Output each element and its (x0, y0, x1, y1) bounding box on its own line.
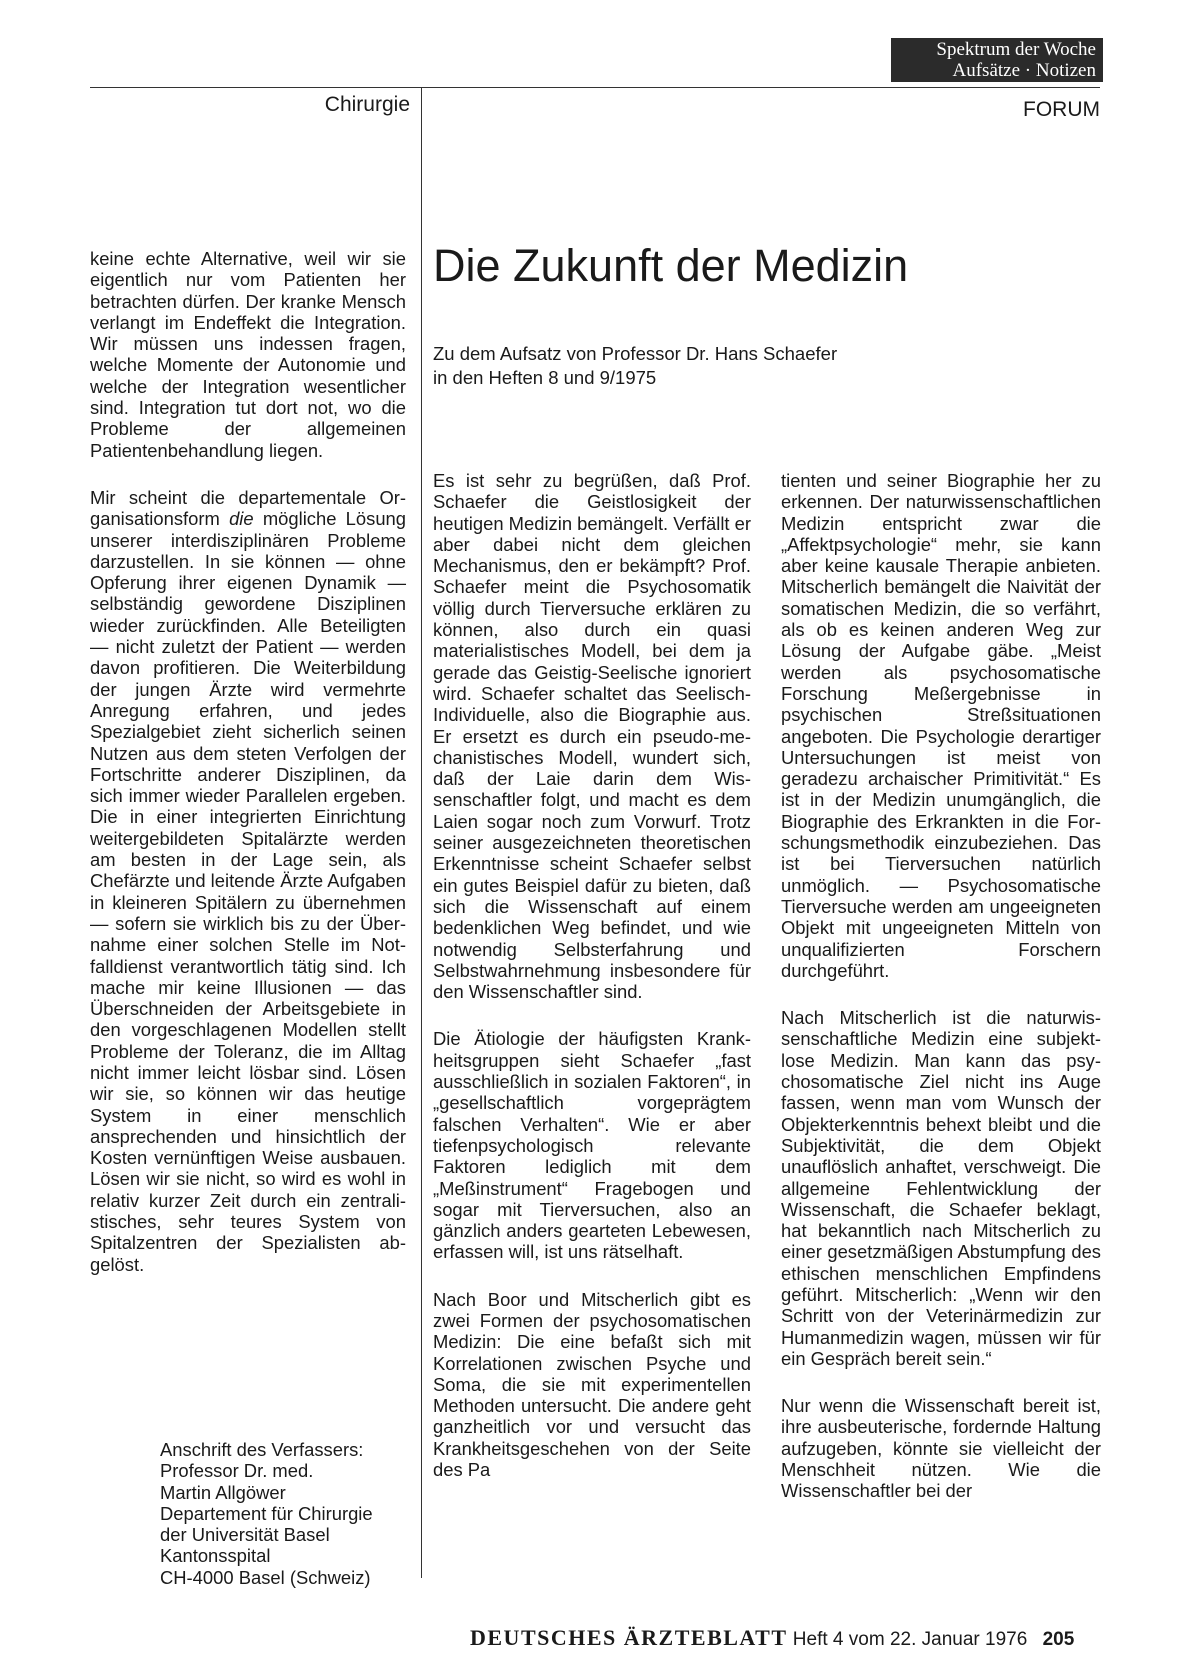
header-rule (90, 87, 1100, 88)
issue-info: Heft 4 vom 22. Januar 1976 (792, 1629, 1028, 1650)
article-subtitle (433, 342, 933, 390)
paragraph: Nur wenn die Wissenschaft bereit ist, ihre ausbeuterische, fordernde Haltung aufzugeben, könnte sie vielleicht der Menschheit nützen. Wie die Wissenschaftler bei der (781, 1395, 1101, 1502)
page-footer (470, 1625, 1074, 1651)
paragraph: tienten und seiner Biographie her zu erkennen. Der naturwissenschaftlichen Medizin entspricht zwar die „Affektpsychologie“ mehr, sie kann aber keine kausale Therapie anbieten. Mitscherlich bemängelt die Naivität der somatischen Medizin, die so verfährt, als ob es keinen anderen Weg zur Lösung der Aufgabe gäbe. „Meist werden als psychosomatische Forschung Meßergebnisse in psychischen Streßsituationen angeboten. Die Psychologie derartiger Untersuchungen ist meist von geradezu archaischer Primitivität.“ Es ist in der Medizin unumgänglich, die Biographie des Erkrankten in die Forschungsmethodik einzubeziehen. Das ist bei Tierversuchen natürlich unmöglich. — Psychosomatische Tierversuche werden am ungeeigneten Objekt mit ungeeigneten Mitteln von unqualifizierten Forschern durchgeführt. (781, 470, 1101, 981)
article-title: Die Zukunft der Medizin (433, 240, 909, 291)
emphasis: die (229, 508, 254, 530)
address-line: Departement für Chirurgie (160, 1502, 373, 1524)
paragraph (90, 487, 406, 1275)
address-line: Martin Allgöwer (160, 1481, 286, 1503)
paragraph: Nach Mitscherlich ist die naturwissenschaftliche Medizin eine subjektlose Medizin. Man kann das psychosomatische Ziel nicht ins Auge fassen, wenn man vom Wunsch der Objekterkenntnis behext bleibt und die Subjektivität, die dem Objekt unauflöslich anhaftet, verschweigt. Die allgemeine Fehlentwicklung der Wissenschaft, die Schaefer beklagt, hat bekanntlich nach Mitscherlich zu einer gesetzmäßigen Abstumpfung des ethischen menschlichen Empfindens geführt. Mitscherlich: „Wenn wir den Schritt von der Veterinärmedizin zur Humanmedizin wagen, müssen wir für ein Gespräch bereit sein.“ (781, 1007, 1101, 1369)
address-line: Professor Dr. med. (160, 1460, 314, 1482)
right-column (781, 470, 1101, 1528)
text-run: Mir scheint die departementale Organisationsform (90, 486, 406, 530)
left-column (90, 248, 406, 1301)
middle-column (433, 470, 751, 1506)
paragraph: Die Ätiologie der häufigsten Krankheitsgruppen sieht Schaefer „fast ausschließlich in sozialen Faktoren“, in „gesellschaftlich vorgeprägtem falschen Verhalten“. Wie er aber tiefenpsychologisch relevante Faktoren lediglich mit dem „Meßinstrument“ Fragebogen und sogar mit Tierversuchen, also an gänzlich anders gearteten Lebewesen, erfassen will, ist uns rätselhaft. (433, 1028, 751, 1263)
address-line: CH-4000 Basel (Schweiz) (160, 1566, 371, 1588)
section-label-right: FORUM (1023, 98, 1100, 121)
address-line: Anschrift des Verfassers: (160, 1439, 364, 1460)
paragraph: keine echte Alternative, weil wir sie eigentlich nur vom Patienten her betrachten dürfen. Der kranke Mensch verlangt im Endeffekt die Integration. Wir müssen uns indessen fragen, welche Momente der Autonomie und welche der Integration wesentlicher sind. Integration tut dort not, wo die Probleme der allgemeinen Patientenbehandlung liegen. (90, 248, 406, 461)
column-divider (421, 88, 422, 1578)
journal-name: DEUTSCHES ÄRZTEBLATT (470, 1625, 788, 1650)
badge-line-2: Aufsätze · Notizen (952, 60, 1096, 81)
address-line: der Universität Basel (160, 1524, 330, 1546)
address-line: Kantonsspital (160, 1545, 271, 1567)
section-label-left: Chirurgie (324, 93, 410, 116)
section-badge (891, 38, 1103, 82)
page-number: 205 (1042, 1629, 1075, 1650)
text-run: mögliche Lösung unserer interdisziplinären Probleme darzustellen. In sie können — ohne Opferung ihrer eigenen Dynamik — selbständig gewordene Disziplinen wieder zurückfinden. Alle Beteiligten — nicht zuletzt der Patient — werden davon profitieren. Die Weiterbildung der jungen Ärzte wird vermehrte Anregung erfahren, und jedes Spezialgebiet zieht sicherlich seinen Nutzen aus dem steten Verfolgen der Fortschritte anderer Disziplinen, da sich immer wieder Parallelen ergeben. Die in einer integrierten Einrichtung weitergebildeten Spitalärzte werden am besten in der Lage sein, als Chefärzte und leitende Ärzte Aufgaben in kleineren Spitälern zu übernehmen — sofern sie wirklich bis zu der Übernahme einer solchen Stelle im Notfalldienst verantwortlich tätig sind. Ich mache mir keine Illusionen — das Überschneiden der Arbeitsgebiete in den vorgeschlagenen Modellen stellt Probleme der Toleranz, die im Alltag nicht immer leicht lösbar sind. Lösen wir sie, so können wir das heutige System in einer menschlich ansprechenden und hinsichtlich der Kosten vernünftigen Weise ausbauen. Lösen wir sie nicht, so wird es wohl in relativ kurzer Zeit durch ein zentralistisches, sehr teures System von Spitalzentren der Spezialisten abgelöst. (90, 508, 407, 1275)
author-address (160, 1439, 400, 1588)
badge-line-1: Spektrum der Woche (936, 39, 1096, 60)
subtitle-line-1: Zu dem Aufsatz von Professor Dr. Hans Schaefer (433, 343, 838, 364)
subtitle-line-2: in den Heften 8 und 9/1975 (433, 367, 657, 388)
paragraph: Es ist sehr zu begrüßen, daß Prof. Schaefer die Geistlosigkeit der heutigen Medizin bemängelt. Verfällt er aber dabei nicht dem gleichen Mechanismus, den er bekämpft? Prof. Schaefer meint die Psychosomatik völlig durch Tierversuche erklären zu können, also durch ein quasi materialistisches Modell, bei dem ja gerade das Geistig-Seelische ignoriert wird. Schaefer schaltet das Seelisch-Individuelle, also die Biographie aus. Er ersetzt es durch ein pseudo-mechanistisches Modell, wundert sich, daß der Laie darin dem Wissenschaftler folgt, und macht es dem Laien sogar noch zum Vorwurf. Trotz seiner ausgezeichneten theoretischen Erkenntnisse scheint Schaefer selbst ein gutes Beispiel dafür zu bieten, daß sich die Wissenschaft auf einem bedenklichen Weg befindet, und wie notwendig Selbsterfahrung und Selbstwahrnehmung insbesondere für den Wissenschaftler sind. (433, 470, 751, 1003)
paragraph: Nach Boor und Mitscherlich gibt es zwei Formen der psychosomatischen Medizin: Die eine befaßt sich mit Korrelationen zwischen Psyche und Soma, die sie mit experimentellen Methoden untersucht. Die andere geht ganzheitlich vor und versucht das Krankheitsgeschehen von der Seite des Pa (433, 1288, 751, 1481)
